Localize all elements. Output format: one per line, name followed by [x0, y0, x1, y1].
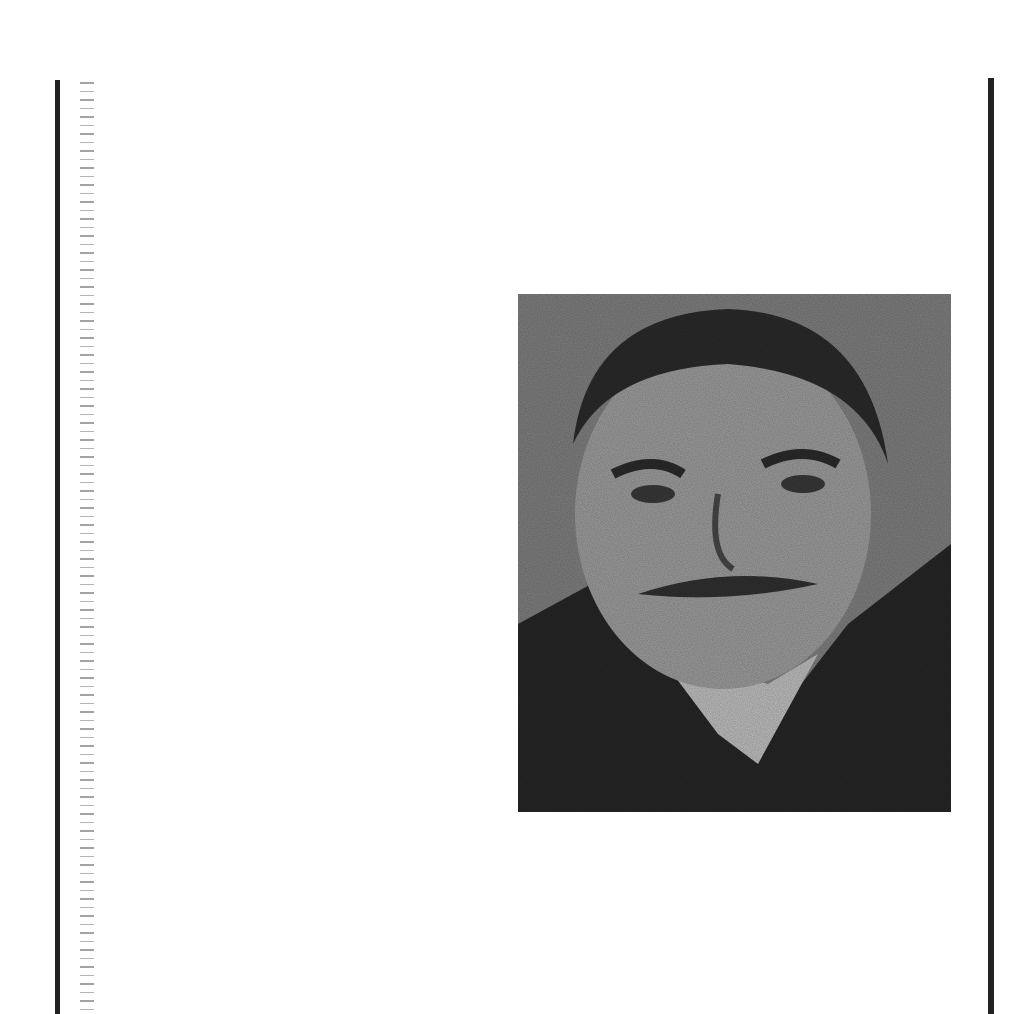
portrait-photo-drawing — [518, 294, 951, 812]
column-rule-left — [55, 80, 60, 1014]
copyright-notice — [33, 62, 40, 72]
scan-speckle-margin — [80, 82, 94, 1012]
article-meta-line — [33, 45, 53, 60]
cut-off-line — [115, 70, 835, 86]
portrait-photo — [518, 294, 951, 812]
column-rule-right — [988, 78, 994, 1014]
